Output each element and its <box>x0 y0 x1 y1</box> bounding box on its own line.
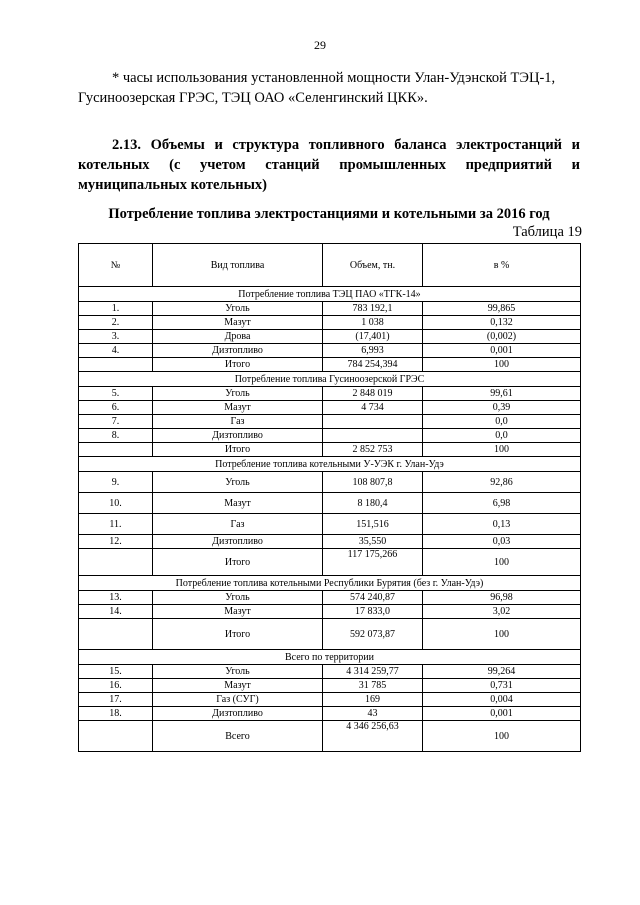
table-row <box>79 535 581 549</box>
row-volume: 4 346 256,63 <box>323 721 423 752</box>
table-row-total <box>79 619 581 650</box>
row-percent: 0,0 <box>423 415 581 429</box>
row-volume <box>323 415 423 429</box>
row-percent: 0,132 <box>423 316 581 330</box>
table-row-total <box>79 721 581 752</box>
row-percent: 0,001 <box>423 344 581 358</box>
table-row <box>79 665 581 679</box>
row-num: 10. <box>79 493 153 514</box>
row-percent: 100 <box>423 358 581 372</box>
row-fuel: Газ (СУГ) <box>153 693 323 707</box>
row-volume <box>323 429 423 443</box>
row-volume: 2 852 753 <box>323 443 423 457</box>
row-volume: 43 <box>323 707 423 721</box>
table-row <box>79 415 581 429</box>
row-num: 6. <box>79 401 153 415</box>
row-fuel: Итого <box>153 619 323 650</box>
row-percent: 96,98 <box>423 591 581 605</box>
fuel-consumption-table <box>78 243 581 752</box>
row-percent: 99,61 <box>423 387 581 401</box>
row-volume: 151,516 <box>323 514 423 535</box>
row-fuel: Дизтопливо <box>153 429 323 443</box>
page-number: 29 <box>314 38 326 52</box>
table-row <box>79 387 581 401</box>
row-volume: 31 785 <box>323 679 423 693</box>
row-fuel: Мазут <box>153 679 323 693</box>
section-title-row <box>79 457 581 472</box>
row-num: 8. <box>79 429 153 443</box>
row-percent: 0,03 <box>423 535 581 549</box>
row-fuel: Газ <box>153 415 323 429</box>
row-volume: 784 254,394 <box>323 358 423 372</box>
row-fuel: Мазут <box>153 401 323 415</box>
section-title: Потребление топлива котельными Республики Бурятия (без г. Улан-Удэ) <box>79 576 581 591</box>
row-volume: 4 734 <box>323 401 423 415</box>
table-row <box>79 316 581 330</box>
row-fuel: Итого <box>153 443 323 457</box>
row-percent: 0,0 <box>423 429 581 443</box>
section-title: Потребление топлива котельными У-УЭК г. Улан-Удэ <box>79 457 581 472</box>
row-fuel: Уголь <box>153 591 323 605</box>
row-num: 3. <box>79 330 153 344</box>
section-heading: 2.13. Объемы и структура топливного баланса электростанций и котельных (с учетом станций промышленных предприятий и муниципальных котельных) <box>78 137 580 193</box>
section-title-row <box>79 650 581 665</box>
row-num: 13. <box>79 591 153 605</box>
row-fuel: Уголь <box>153 387 323 401</box>
row-volume: (17,401) <box>323 330 423 344</box>
row-num: 5. <box>79 387 153 401</box>
section-title-row <box>79 576 581 591</box>
table-row-total <box>79 443 581 457</box>
row-num: 12. <box>79 535 153 549</box>
row-num: 14. <box>79 605 153 619</box>
footnote <box>78 68 578 108</box>
row-volume: 117 175,266 <box>323 549 423 576</box>
row-percent: 92,86 <box>423 472 581 493</box>
table-row <box>79 514 581 535</box>
row-volume: 6,993 <box>323 344 423 358</box>
row-num: 15. <box>79 665 153 679</box>
table-row <box>79 344 581 358</box>
row-percent: 6,98 <box>423 493 581 514</box>
footnote-line-2: Гусиноозерская ГРЭС, ТЭЦ ОАО «Селенгинский ЦКК». <box>78 90 428 106</box>
section-title: Потребление топлива Гусиноозерской ГРЭС <box>79 372 581 387</box>
row-fuel: Газ <box>153 514 323 535</box>
row-num <box>79 721 153 752</box>
row-fuel: Уголь <box>153 302 323 316</box>
row-fuel: Мазут <box>153 316 323 330</box>
table-row <box>79 472 581 493</box>
header-volume: Объем, тн. <box>323 244 423 287</box>
row-fuel: Мазут <box>153 605 323 619</box>
row-num: 17. <box>79 693 153 707</box>
header-fuel-type: Вид топлива <box>153 244 323 287</box>
table-row-total <box>79 358 581 372</box>
table-row-total <box>79 549 581 576</box>
row-percent: 0,13 <box>423 514 581 535</box>
row-num: 1. <box>79 302 153 316</box>
row-percent: 100 <box>423 619 581 650</box>
table-row <box>79 605 581 619</box>
row-num <box>79 358 153 372</box>
row-fuel: Дизтопливо <box>153 344 323 358</box>
row-percent: 100 <box>423 443 581 457</box>
row-num: 18. <box>79 707 153 721</box>
row-percent: 100 <box>423 549 581 576</box>
header-num: № <box>79 244 153 287</box>
row-fuel: Дизтопливо <box>153 535 323 549</box>
table-row <box>79 330 581 344</box>
row-percent: 0,004 <box>423 693 581 707</box>
table-title: Потребление топлива электростанциями и котельными за 2016 год <box>108 206 550 222</box>
header-percent: в % <box>423 244 581 287</box>
row-num: 7. <box>79 415 153 429</box>
row-volume: 8 180,4 <box>323 493 423 514</box>
row-volume: 17 833,0 <box>323 605 423 619</box>
row-num <box>79 549 153 576</box>
row-num <box>79 619 153 650</box>
row-num: 4. <box>79 344 153 358</box>
row-volume: 2 848 019 <box>323 387 423 401</box>
row-volume: 4 314 259,77 <box>323 665 423 679</box>
row-num: 11. <box>79 514 153 535</box>
row-fuel: Всего <box>153 721 323 752</box>
row-volume: 574 240,87 <box>323 591 423 605</box>
row-percent: 0,001 <box>423 707 581 721</box>
row-fuel: Уголь <box>153 665 323 679</box>
row-num: 9. <box>79 472 153 493</box>
footnote-line-1: * часы использования установленной мощности Улан-Удэнской ТЭЦ-1, <box>112 70 556 86</box>
table-row <box>79 707 581 721</box>
row-percent: 3,02 <box>423 605 581 619</box>
row-volume: 169 <box>323 693 423 707</box>
table-row <box>79 679 581 693</box>
table-row <box>79 401 581 415</box>
section-title: Потребление топлива ТЭЦ ПАО «ТГК-14» <box>79 287 581 302</box>
row-percent: 100 <box>423 721 581 752</box>
table-row <box>79 493 581 514</box>
row-percent: (0,002) <box>423 330 581 344</box>
row-fuel: Уголь <box>153 472 323 493</box>
row-volume: 783 192,1 <box>323 302 423 316</box>
section-title-row <box>79 372 581 387</box>
row-percent: 0,731 <box>423 679 581 693</box>
row-volume: 1 038 <box>323 316 423 330</box>
row-num <box>79 443 153 457</box>
row-volume: 108 807,8 <box>323 472 423 493</box>
row-fuel: Дизтопливо <box>153 707 323 721</box>
section-title-row <box>79 287 581 302</box>
table-header-row <box>79 244 581 287</box>
row-num: 2. <box>79 316 153 330</box>
table-row <box>79 693 581 707</box>
row-num: 16. <box>79 679 153 693</box>
table-row <box>79 591 581 605</box>
row-percent: 99,264 <box>423 665 581 679</box>
row-percent: 99,865 <box>423 302 581 316</box>
row-fuel: Итого <box>153 358 323 372</box>
table-label: Таблица 19 <box>512 224 582 240</box>
table-row <box>79 302 581 316</box>
row-fuel: Итого <box>153 549 323 576</box>
table-row <box>79 429 581 443</box>
row-fuel: Дрова <box>153 330 323 344</box>
row-volume: 592 073,87 <box>323 619 423 650</box>
row-percent: 0,39 <box>423 401 581 415</box>
section-title: Всего по территории <box>79 650 581 665</box>
row-volume: 35,550 <box>323 535 423 549</box>
row-fuel: Мазут <box>153 493 323 514</box>
